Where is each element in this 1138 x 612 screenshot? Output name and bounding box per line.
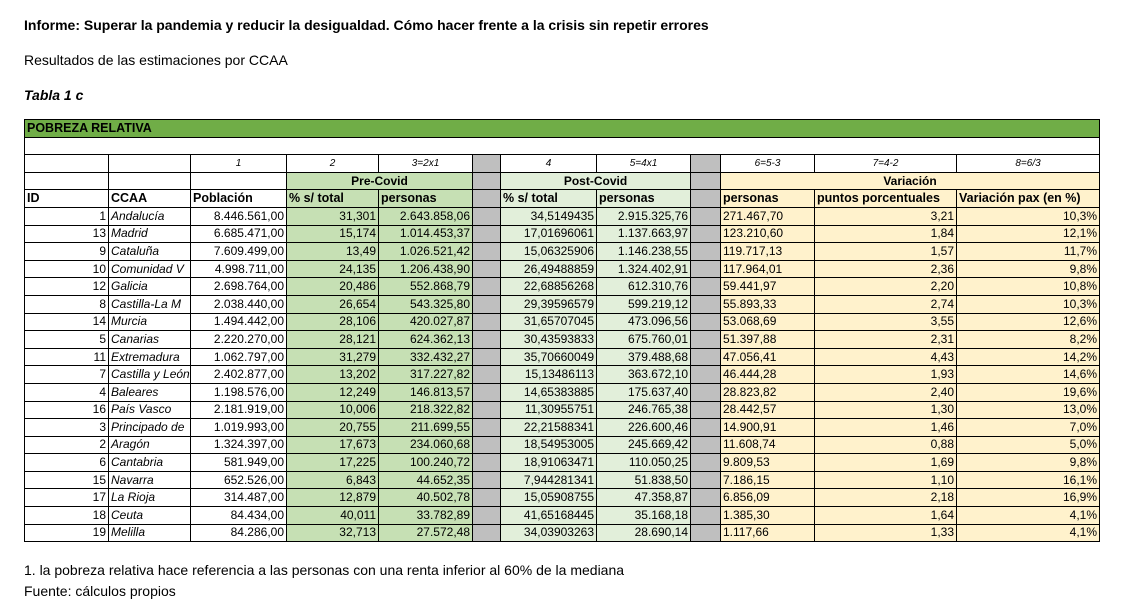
- row-var-personas-cell: 1.117,66: [721, 524, 815, 542]
- row-var-personas-cell: 14.900,91: [721, 419, 815, 437]
- row-var-pct-cell: 19,6%: [957, 383, 1100, 401]
- separator-cell: [691, 260, 721, 278]
- source-note: Fuente: cálculos propios: [24, 583, 176, 599]
- row-pre-personas-cell: 44.652,35: [379, 471, 473, 489]
- row-post-pct-cell: 26,49488859: [501, 260, 597, 278]
- row-var-pct-cell: 13,0%: [957, 401, 1100, 419]
- separator-cell: [691, 454, 721, 472]
- separator-cell: [473, 471, 501, 489]
- row-var-pp-cell: 1,10: [815, 471, 957, 489]
- row-var-pp-cell: 1,64: [815, 507, 957, 525]
- footnote: 1. la pobreza relativa hace referencia a las personas con una renta inferior al 60% de la mediana: [24, 562, 625, 578]
- separator-cell: [691, 348, 721, 366]
- row-pre-personas-cell: 552.868,79: [379, 278, 473, 296]
- row-id-cell: 13: [25, 225, 109, 243]
- row-post-pct-cell: 30,43593833: [501, 331, 597, 349]
- row-var-pct-cell: 16,1%: [957, 471, 1100, 489]
- row-var-pct-cell: 7,0%: [957, 419, 1100, 437]
- group-cell: [109, 172, 191, 190]
- row-var-pp-cell: 0,88: [815, 436, 957, 454]
- row-var-pct-cell: 10,3%: [957, 207, 1100, 225]
- col-header-ccaa: CCAA: [109, 190, 191, 208]
- row-var-pct-cell: 9,8%: [957, 454, 1100, 472]
- row-ccaa-cell: Ceuta: [109, 507, 191, 525]
- separator-cell: [473, 295, 501, 313]
- table-row: [25, 436, 1100, 454]
- row-post-personas-cell: 1.137.663,97: [597, 225, 691, 243]
- row-pre-pct-cell: 31,301: [287, 207, 379, 225]
- row-poblacion-cell: 1.062.797,00: [191, 348, 287, 366]
- row-post-pct-cell: 7,944281341: [501, 471, 597, 489]
- row-post-pct-cell: 29,39596579: [501, 295, 597, 313]
- row-var-pct-cell: 12,6%: [957, 313, 1100, 331]
- row-post-pct-cell: 15,06325906: [501, 243, 597, 261]
- separator-cell: [473, 524, 501, 542]
- row-var-personas-cell: 119.717,13: [721, 243, 815, 261]
- row-post-pct-cell: 31,65707045: [501, 313, 597, 331]
- row-poblacion-cell: 7.609.499,00: [191, 243, 287, 261]
- row-ccaa-cell: Castilla-La M: [109, 295, 191, 313]
- row-id-cell: 11: [25, 348, 109, 366]
- row-poblacion-cell: 84.434,00: [191, 507, 287, 525]
- index-cell: [109, 155, 191, 173]
- row-post-personas-cell: 110.050,25: [597, 454, 691, 472]
- row-var-pct-cell: 4,1%: [957, 524, 1100, 542]
- row-ccaa-cell: Galicia: [109, 278, 191, 296]
- row-pre-personas-cell: 317.227,82: [379, 366, 473, 384]
- row-var-pp-cell: 3,21: [815, 207, 957, 225]
- group-cell: [191, 172, 287, 190]
- col-header-var-pct: Variación pax (en %): [957, 190, 1100, 208]
- row-pre-personas-cell: 218.322,82: [379, 401, 473, 419]
- row-ccaa-cell: La Rioja: [109, 489, 191, 507]
- table-row: [25, 383, 1100, 401]
- table-row: [25, 243, 1100, 261]
- row-var-personas-cell: 11.608,74: [721, 436, 815, 454]
- separator-cell: [473, 419, 501, 437]
- row-ccaa-cell: Canarias: [109, 331, 191, 349]
- empty-cell: [25, 137, 1100, 155]
- poverty-table: [24, 119, 1100, 542]
- row-id-cell: 5: [25, 331, 109, 349]
- row-post-personas-cell: 226.600,46: [597, 419, 691, 437]
- col-header-var-personas: personas: [721, 190, 815, 208]
- row-var-pp-cell: 2,18: [815, 489, 957, 507]
- row-var-pp-cell: 1,33: [815, 524, 957, 542]
- row-var-pct-cell: 9,8%: [957, 260, 1100, 278]
- row-poblacion-cell: 2.220.270,00: [191, 331, 287, 349]
- separator-cell: [473, 190, 501, 208]
- row-var-personas-cell: 123.210,60: [721, 225, 815, 243]
- separator-cell: [691, 436, 721, 454]
- row-id-cell: 1: [25, 207, 109, 225]
- col-header-post-pct: % s/ total: [501, 190, 597, 208]
- band-title: POBREZA RELATIVA: [25, 120, 1100, 138]
- row-var-pct-cell: 16,9%: [957, 489, 1100, 507]
- group-variacion: Variación: [721, 172, 1100, 190]
- separator-cell: [473, 366, 501, 384]
- row-id-cell: 6: [25, 454, 109, 472]
- row-var-personas-cell: 9.809,53: [721, 454, 815, 472]
- table-row: [25, 348, 1100, 366]
- row-var-personas-cell: 7.186,15: [721, 471, 815, 489]
- row-pre-personas-cell: 543.325,80: [379, 295, 473, 313]
- row-var-pct-cell: 8,2%: [957, 331, 1100, 349]
- row-ccaa-cell: Principado de: [109, 419, 191, 437]
- row-poblacion-cell: 1.324.397,00: [191, 436, 287, 454]
- row-post-personas-cell: 35.168,18: [597, 507, 691, 525]
- row-post-personas-cell: 379.488,68: [597, 348, 691, 366]
- col-header-post-personas: personas: [597, 190, 691, 208]
- row-poblacion-cell: 1.198.576,00: [191, 383, 287, 401]
- row-pre-pct-cell: 28,106: [287, 313, 379, 331]
- empty-row: [25, 137, 1100, 155]
- row-post-pct-cell: 22,68856268: [501, 278, 597, 296]
- row-id-cell: 9: [25, 243, 109, 261]
- row-poblacion-cell: 2.181.919,00: [191, 401, 287, 419]
- separator-cell: [691, 401, 721, 419]
- row-pre-personas-cell: 40.502,78: [379, 489, 473, 507]
- row-pre-personas-cell: 33.782,89: [379, 507, 473, 525]
- row-poblacion-cell: 84.286,00: [191, 524, 287, 542]
- row-post-pct-cell: 41,65168445: [501, 507, 597, 525]
- row-ccaa-cell: Comunidad V: [109, 260, 191, 278]
- row-var-pct-cell: 14,2%: [957, 348, 1100, 366]
- row-poblacion-cell: 4.998.711,00: [191, 260, 287, 278]
- row-pre-pct-cell: 24,135: [287, 260, 379, 278]
- separator-cell: [473, 243, 501, 261]
- row-id-cell: 18: [25, 507, 109, 525]
- table-row: [25, 489, 1100, 507]
- row-id-cell: 2: [25, 436, 109, 454]
- table-row: [25, 454, 1100, 472]
- row-poblacion-cell: 581.949,00: [191, 454, 287, 472]
- separator-cell: [473, 401, 501, 419]
- separator-cell: [473, 155, 501, 173]
- row-var-personas-cell: 6.856,09: [721, 489, 815, 507]
- row-pre-pct-cell: 13,49: [287, 243, 379, 261]
- row-poblacion-cell: 1.494.442,00: [191, 313, 287, 331]
- row-var-pp-cell: 1,84: [815, 225, 957, 243]
- row-post-pct-cell: 14,65383885: [501, 383, 597, 401]
- group-header-row: [25, 172, 1100, 190]
- row-id-cell: 15: [25, 471, 109, 489]
- row-id-cell: 17: [25, 489, 109, 507]
- row-var-pp-cell: 2,40: [815, 383, 957, 401]
- table-label: Tabla 1 c: [24, 87, 84, 103]
- row-ccaa-cell: Navarra: [109, 471, 191, 489]
- report-subtitle: Resultados de las estimaciones por CCAA: [24, 52, 288, 68]
- row-post-pct-cell: 18,91063471: [501, 454, 597, 472]
- row-pre-pct-cell: 31,279: [287, 348, 379, 366]
- table-row: [25, 278, 1100, 296]
- separator-cell: [691, 331, 721, 349]
- row-post-personas-cell: 612.310,76: [597, 278, 691, 296]
- row-pre-personas-cell: 1.014.453,37: [379, 225, 473, 243]
- table-row: [25, 507, 1100, 525]
- col-header-pre-pct: % s/ total: [287, 190, 379, 208]
- row-post-pct-cell: 11,30955751: [501, 401, 597, 419]
- table-row: [25, 331, 1100, 349]
- row-ccaa-cell: Cataluña: [109, 243, 191, 261]
- row-post-pct-cell: 15,13486113: [501, 366, 597, 384]
- separator-cell: [473, 207, 501, 225]
- group-cell: [25, 172, 109, 190]
- row-post-pct-cell: 35,70660049: [501, 348, 597, 366]
- row-id-cell: 8: [25, 295, 109, 313]
- separator-cell: [473, 454, 501, 472]
- index-cell: [25, 155, 109, 173]
- separator-cell: [473, 489, 501, 507]
- row-poblacion-cell: 6.685.471,00: [191, 225, 287, 243]
- row-pre-pct-cell: 15,174: [287, 225, 379, 243]
- row-poblacion-cell: 8.446.561,00: [191, 207, 287, 225]
- row-post-pct-cell: 34,5149435: [501, 207, 597, 225]
- row-post-personas-cell: 2.915.325,76: [597, 207, 691, 225]
- row-id-cell: 4: [25, 383, 109, 401]
- row-poblacion-cell: 314.487,00: [191, 489, 287, 507]
- row-var-pct-cell: 12,1%: [957, 225, 1100, 243]
- row-post-personas-cell: 675.760,01: [597, 331, 691, 349]
- row-post-pct-cell: 15,05908755: [501, 489, 597, 507]
- column-header-row: [25, 190, 1100, 208]
- row-post-pct-cell: 17,01696061: [501, 225, 597, 243]
- row-pre-personas-cell: 2.643.858,06: [379, 207, 473, 225]
- row-pre-pct-cell: 13,202: [287, 366, 379, 384]
- col-header-var-pp: puntos porcentuales: [815, 190, 957, 208]
- row-post-personas-cell: 1.146.238,55: [597, 243, 691, 261]
- row-id-cell: 3: [25, 419, 109, 437]
- separator-cell: [473, 348, 501, 366]
- row-var-personas-cell: 47.056,41: [721, 348, 815, 366]
- row-var-pct-cell: 4,1%: [957, 507, 1100, 525]
- separator-cell: [473, 225, 501, 243]
- row-pre-pct-cell: 17,225: [287, 454, 379, 472]
- table-row: [25, 260, 1100, 278]
- row-post-pct-cell: 22,21588341: [501, 419, 597, 437]
- table-row: [25, 471, 1100, 489]
- row-post-personas-cell: 363.672,10: [597, 366, 691, 384]
- row-var-pp-cell: 3,55: [815, 313, 957, 331]
- col-header-id: ID: [25, 190, 109, 208]
- row-var-personas-cell: 271.467,70: [721, 207, 815, 225]
- row-var-pp-cell: 1,57: [815, 243, 957, 261]
- row-var-pp-cell: 2,36: [815, 260, 957, 278]
- separator-cell: [473, 313, 501, 331]
- row-pre-personas-cell: 420.027,87: [379, 313, 473, 331]
- row-ccaa-cell: Extremadura: [109, 348, 191, 366]
- index-row: [25, 155, 1100, 173]
- group-pre-covid: Pre-Covid: [287, 172, 473, 190]
- row-var-pp-cell: 1,93: [815, 366, 957, 384]
- separator-cell: [691, 313, 721, 331]
- table-row: [25, 524, 1100, 542]
- table-row: [25, 225, 1100, 243]
- band-header-row: [25, 120, 1100, 138]
- row-id-cell: 14: [25, 313, 109, 331]
- row-var-pct-cell: 11,7%: [957, 243, 1100, 261]
- index-cell: 2: [287, 155, 379, 173]
- col-header-pre-personas: personas: [379, 190, 473, 208]
- separator-cell: [691, 190, 721, 208]
- separator-cell: [473, 383, 501, 401]
- separator-cell: [691, 295, 721, 313]
- row-pre-personas-cell: 332.432,27: [379, 348, 473, 366]
- separator-cell: [691, 225, 721, 243]
- row-var-pp-cell: 2,31: [815, 331, 957, 349]
- row-poblacion-cell: 2.038.440,00: [191, 295, 287, 313]
- row-id-cell: 16: [25, 401, 109, 419]
- separator-cell: [691, 155, 721, 173]
- index-cell: 5=4x1: [597, 155, 691, 173]
- row-post-personas-cell: 28.690,14: [597, 524, 691, 542]
- row-ccaa-cell: Melilla: [109, 524, 191, 542]
- row-id-cell: 12: [25, 278, 109, 296]
- row-pre-personas-cell: 100.240,72: [379, 454, 473, 472]
- row-var-pp-cell: 1,46: [815, 419, 957, 437]
- table-row: [25, 366, 1100, 384]
- row-ccaa-cell: Baleares: [109, 383, 191, 401]
- group-post-covid: Post-Covid: [501, 172, 691, 190]
- row-pre-pct-cell: 28,121: [287, 331, 379, 349]
- row-var-pct-cell: 10,3%: [957, 295, 1100, 313]
- report-title: Informe: Superar la pandemia y reducir la desigualdad. Cómo hacer frente a la crisis sin repetir errores: [24, 17, 709, 33]
- separator-cell: [691, 419, 721, 437]
- row-pre-personas-cell: 146.813,57: [379, 383, 473, 401]
- index-cell: 8=6/3: [957, 155, 1100, 173]
- row-post-personas-cell: 246.765,38: [597, 401, 691, 419]
- row-poblacion-cell: 652.526,00: [191, 471, 287, 489]
- row-var-personas-cell: 53.068,69: [721, 313, 815, 331]
- row-poblacion-cell: 2.698.764,00: [191, 278, 287, 296]
- row-pre-pct-cell: 20,755: [287, 419, 379, 437]
- table-row: [25, 207, 1100, 225]
- row-pre-pct-cell: 32,713: [287, 524, 379, 542]
- row-pre-pct-cell: 10,006: [287, 401, 379, 419]
- row-var-pct-cell: 5,0%: [957, 436, 1100, 454]
- table-row: [25, 419, 1100, 437]
- row-pre-personas-cell: 234.060,68: [379, 436, 473, 454]
- table-row: [25, 295, 1100, 313]
- row-ccaa-cell: Murcia: [109, 313, 191, 331]
- row-pre-personas-cell: 1.026.521,42: [379, 243, 473, 261]
- separator-cell: [691, 471, 721, 489]
- separator-cell: [691, 243, 721, 261]
- row-ccaa-cell: Cantabria: [109, 454, 191, 472]
- row-var-pct-cell: 10,8%: [957, 278, 1100, 296]
- row-poblacion-cell: 1.019.993,00: [191, 419, 287, 437]
- separator-cell: [691, 278, 721, 296]
- row-var-personas-cell: 28.442,57: [721, 401, 815, 419]
- row-post-personas-cell: 245.669,42: [597, 436, 691, 454]
- row-post-pct-cell: 18,54953005: [501, 436, 597, 454]
- row-var-pp-cell: 4,43: [815, 348, 957, 366]
- row-pre-pct-cell: 12,249: [287, 383, 379, 401]
- row-post-pct-cell: 34,03903263: [501, 524, 597, 542]
- index-cell: 3=2x1: [379, 155, 473, 173]
- row-var-pp-cell: 1,30: [815, 401, 957, 419]
- row-var-personas-cell: 46.444,28: [721, 366, 815, 384]
- row-ccaa-cell: Andalucía: [109, 207, 191, 225]
- row-ccaa-cell: País Vasco: [109, 401, 191, 419]
- row-pre-personas-cell: 1.206.438,90: [379, 260, 473, 278]
- row-var-pp-cell: 2,74: [815, 295, 957, 313]
- row-pre-personas-cell: 211.699,55: [379, 419, 473, 437]
- separator-cell: [691, 507, 721, 525]
- separator-cell: [473, 260, 501, 278]
- separator-cell: [473, 278, 501, 296]
- row-pre-personas-cell: 27.572,48: [379, 524, 473, 542]
- separator-cell: [473, 436, 501, 454]
- row-ccaa-cell: Aragón: [109, 436, 191, 454]
- row-var-personas-cell: 28.823,82: [721, 383, 815, 401]
- row-post-personas-cell: 473.096,56: [597, 313, 691, 331]
- row-var-pp-cell: 2,20: [815, 278, 957, 296]
- row-pre-pct-cell: 26,654: [287, 295, 379, 313]
- row-ccaa-cell: Madrid: [109, 225, 191, 243]
- index-cell: 6=5-3: [721, 155, 815, 173]
- table-row: [25, 313, 1100, 331]
- row-pre-pct-cell: 40,011: [287, 507, 379, 525]
- row-id-cell: 19: [25, 524, 109, 542]
- row-var-personas-cell: 51.397,88: [721, 331, 815, 349]
- row-ccaa-cell: Castilla y León: [109, 366, 191, 384]
- separator-cell: [691, 366, 721, 384]
- separator-cell: [691, 524, 721, 542]
- row-pre-personas-cell: 624.362,13: [379, 331, 473, 349]
- row-poblacion-cell: 2.402.877,00: [191, 366, 287, 384]
- row-id-cell: 7: [25, 366, 109, 384]
- row-id-cell: 10: [25, 260, 109, 278]
- row-var-personas-cell: 117.964,01: [721, 260, 815, 278]
- index-cell: 4: [501, 155, 597, 173]
- row-post-personas-cell: 47.358,87: [597, 489, 691, 507]
- separator-cell: [473, 507, 501, 525]
- row-post-personas-cell: 175.637,40: [597, 383, 691, 401]
- row-pre-pct-cell: 20,486: [287, 278, 379, 296]
- row-post-personas-cell: 1.324.402,91: [597, 260, 691, 278]
- row-var-pct-cell: 14,6%: [957, 366, 1100, 384]
- index-cell: 7=4-2: [815, 155, 957, 173]
- row-pre-pct-cell: 6,843: [287, 471, 379, 489]
- separator-cell: [691, 383, 721, 401]
- row-pre-pct-cell: 17,673: [287, 436, 379, 454]
- separator-cell: [691, 207, 721, 225]
- row-post-personas-cell: 51.838,50: [597, 471, 691, 489]
- row-var-personas-cell: 1.385,30: [721, 507, 815, 525]
- index-cell: 1: [191, 155, 287, 173]
- row-var-personas-cell: 59.441,97: [721, 278, 815, 296]
- row-pre-pct-cell: 12,879: [287, 489, 379, 507]
- separator-cell: [691, 489, 721, 507]
- separator-cell: [473, 331, 501, 349]
- separator-cell: [691, 172, 721, 190]
- row-post-personas-cell: 599.219,12: [597, 295, 691, 313]
- table-row: [25, 401, 1100, 419]
- separator-cell: [473, 172, 501, 190]
- col-header-poblacion: Población: [191, 190, 287, 208]
- row-var-personas-cell: 55.893,33: [721, 295, 815, 313]
- row-var-pp-cell: 1,69: [815, 454, 957, 472]
